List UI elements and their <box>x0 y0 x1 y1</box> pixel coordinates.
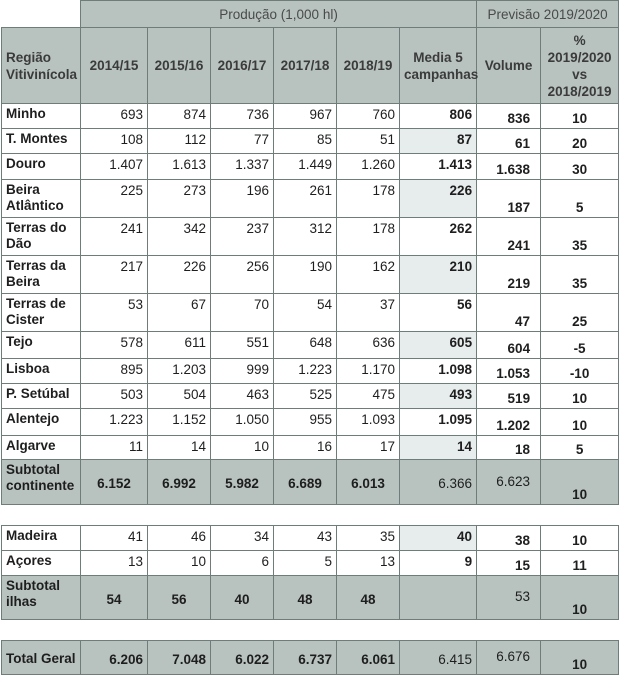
production-value-cell: 85 <box>274 129 337 154</box>
forecast-percent-cell: 10 <box>541 460 619 505</box>
production-value-cell: 196 <box>211 180 274 218</box>
production-value-cell: 1.170 <box>337 359 400 384</box>
forecast-percent-cell: 5 <box>541 180 619 218</box>
production-value-cell: 578 <box>81 332 148 359</box>
average-value-cell: 40 <box>400 526 477 551</box>
region-name-cell: Total Geral <box>2 641 81 675</box>
table-row <box>2 294 619 332</box>
subtotal-ilhas-section <box>2 576 619 620</box>
production-value-cell: 54 <box>274 294 337 332</box>
production-value-cell: 1.613 <box>148 154 211 180</box>
header-columns-row <box>2 28 619 104</box>
production-value-cell: 226 <box>148 256 211 294</box>
forecast-percent-cell: 10 <box>541 641 619 675</box>
production-value-cell: 895 <box>81 359 148 384</box>
forecast-volume-cell: 18 <box>477 436 541 460</box>
production-value-cell: 999 <box>211 359 274 384</box>
production-value-cell: 16 <box>274 436 337 460</box>
production-value-cell: 6.737 <box>274 641 337 675</box>
production-value-cell: 53 <box>81 294 148 332</box>
production-value-cell: 6.061 <box>337 641 400 675</box>
region-name-cell: Tejo <box>2 332 81 359</box>
forecast-percent-cell: 10 <box>541 384 619 409</box>
production-value-cell: 41 <box>81 526 148 551</box>
table-row <box>2 384 619 409</box>
table-row <box>2 154 619 180</box>
corner-cell <box>2 1 81 28</box>
production-value-cell: 112 <box>148 129 211 154</box>
production-value-cell: 967 <box>274 104 337 129</box>
year-header-2: 2015/16 <box>148 28 211 104</box>
production-value-cell: 35 <box>337 526 400 551</box>
production-value-cell: 13 <box>81 551 148 576</box>
production-value-cell: 162 <box>337 256 400 294</box>
production-value-cell: 37 <box>337 294 400 332</box>
production-value-cell: 636 <box>337 332 400 359</box>
production-value-cell: 6.152 <box>81 460 148 505</box>
table-row <box>2 332 619 359</box>
production-value-cell: 7.048 <box>148 641 211 675</box>
production-value-cell: 34 <box>211 526 274 551</box>
production-value-cell: 48 <box>337 576 400 620</box>
year-header-4: 2017/18 <box>274 28 337 104</box>
production-value-cell: 648 <box>274 332 337 359</box>
forecast-volume-cell: 1.638 <box>477 154 541 180</box>
average-value-cell: 6.366 <box>400 460 477 505</box>
forecast-volume-cell: 219 <box>477 256 541 294</box>
production-value-cell: 190 <box>274 256 337 294</box>
production-value-cell: 67 <box>148 294 211 332</box>
production-value-cell: 6.022 <box>211 641 274 675</box>
region-name-cell: Terras da Beira <box>2 256 81 294</box>
production-value-cell: 503 <box>81 384 148 409</box>
region-name-cell: T. Montes <box>2 129 81 154</box>
forecast-percent-cell: 10 <box>541 576 619 620</box>
production-value-cell: 5.982 <box>211 460 274 505</box>
production-value-cell: 256 <box>211 256 274 294</box>
average-value-cell: 605 <box>400 332 477 359</box>
table-row <box>2 551 619 576</box>
average-value-cell: 6.415 <box>400 641 477 675</box>
wine-production-table <box>1 0 619 675</box>
production-value-cell: 6.689 <box>274 460 337 505</box>
volume-column-header: Volume <box>477 28 541 104</box>
region-rows <box>2 104 619 460</box>
production-value-cell: 475 <box>337 384 400 409</box>
production-value-cell: 1.223 <box>81 409 148 436</box>
table-row <box>2 104 619 129</box>
production-value-cell: 5 <box>274 551 337 576</box>
production-value-cell: 40 <box>211 576 274 620</box>
production-value-cell: 14 <box>148 436 211 460</box>
forecast-percent-cell: 11 <box>541 551 619 576</box>
region-name-cell: P. Setúbal <box>2 384 81 409</box>
production-value-cell: 13 <box>337 551 400 576</box>
production-value-cell: 56 <box>148 576 211 620</box>
production-value-cell: 736 <box>211 104 274 129</box>
forecast-volume-cell: 1.202 <box>477 409 541 436</box>
average-value-cell: 9 <box>400 551 477 576</box>
region-name-cell: Minho <box>2 104 81 129</box>
subtotal-row <box>2 576 619 620</box>
forecast-percent-cell: 25 <box>541 294 619 332</box>
region-name-cell: Açores <box>2 551 81 576</box>
spacer-row <box>2 620 619 641</box>
average-value-cell: 14 <box>400 436 477 460</box>
production-value-cell: 955 <box>274 409 337 436</box>
production-value-cell: 10 <box>148 551 211 576</box>
year-header-3: 2016/17 <box>211 28 274 104</box>
forecast-percent-cell: 35 <box>541 218 619 256</box>
year-header-5: 2018/19 <box>337 28 400 104</box>
total-row <box>2 641 619 675</box>
forecast-volume-cell: 61 <box>477 129 541 154</box>
production-value-cell: 1.337 <box>211 154 274 180</box>
region-name-cell: Alentejo <box>2 409 81 436</box>
forecast-percent-cell: 30 <box>541 154 619 180</box>
average-value-cell <box>400 576 477 620</box>
production-value-cell: 70 <box>211 294 274 332</box>
average-value-cell: 1.098 <box>400 359 477 384</box>
forecast-volume-cell: 6.623 <box>477 460 541 505</box>
production-value-cell: 551 <box>211 332 274 359</box>
production-value-cell: 48 <box>274 576 337 620</box>
forecast-volume-cell: 519 <box>477 384 541 409</box>
production-value-cell: 217 <box>81 256 148 294</box>
average-column-header: Media 5 campanhas <box>400 28 477 104</box>
forecast-volume-cell: 604 <box>477 332 541 359</box>
production-value-cell: 77 <box>211 129 274 154</box>
production-value-cell: 1.223 <box>274 359 337 384</box>
subtotal-row <box>2 460 619 505</box>
forecast-volume-cell: 15 <box>477 551 541 576</box>
total-section <box>2 641 619 675</box>
production-value-cell: 463 <box>211 384 274 409</box>
table-row <box>2 218 619 256</box>
forecast-percent-cell: -10 <box>541 359 619 384</box>
average-value-cell: 87 <box>400 129 477 154</box>
average-value-cell: 56 <box>400 294 477 332</box>
production-value-cell: 178 <box>337 180 400 218</box>
region-name-cell: Algarve <box>2 436 81 460</box>
production-value-cell: 261 <box>274 180 337 218</box>
average-value-cell: 226 <box>400 180 477 218</box>
production-value-cell: 1.260 <box>337 154 400 180</box>
table-row <box>2 409 619 436</box>
region-name-cell: Beira Atlântico <box>2 180 81 218</box>
production-value-cell: 43 <box>274 526 337 551</box>
average-value-cell: 493 <box>400 384 477 409</box>
production-value-cell: 225 <box>81 180 148 218</box>
table-row <box>2 526 619 551</box>
year-header-1: 2014/15 <box>81 28 148 104</box>
production-group-header: Produção (1,000 hl) <box>81 1 477 28</box>
production-value-cell: 54 <box>81 576 148 620</box>
forecast-volume-cell: 38 <box>477 526 541 551</box>
forecast-percent-cell: 10 <box>541 409 619 436</box>
forecast-volume-cell: 47 <box>477 294 541 332</box>
region-name-cell: Subtotal continente <box>2 460 81 505</box>
production-value-cell: 178 <box>337 218 400 256</box>
production-value-cell: 1.152 <box>148 409 211 436</box>
production-value-cell: 273 <box>148 180 211 218</box>
spacer-row <box>2 505 619 526</box>
average-value-cell: 262 <box>400 218 477 256</box>
table-row <box>2 256 619 294</box>
table-row <box>2 436 619 460</box>
production-value-cell: 237 <box>211 218 274 256</box>
production-value-cell: 760 <box>337 104 400 129</box>
forecast-percent-cell: 35 <box>541 256 619 294</box>
production-value-cell: 46 <box>148 526 211 551</box>
production-value-cell: 6 <box>211 551 274 576</box>
region-name-cell: Terras de Cister <box>2 294 81 332</box>
production-value-cell: 504 <box>148 384 211 409</box>
region-name-cell: Madeira <box>2 526 81 551</box>
average-value-cell: 210 <box>400 256 477 294</box>
forecast-percent-cell: 10 <box>541 526 619 551</box>
table-row <box>2 359 619 384</box>
production-value-cell: 241 <box>81 218 148 256</box>
table-row <box>2 129 619 154</box>
forecast-volume-cell: 1.053 <box>477 359 541 384</box>
production-value-cell: 874 <box>148 104 211 129</box>
header-group-row <box>2 1 619 28</box>
production-value-cell: 1.093 <box>337 409 400 436</box>
forecast-volume-cell: 53 <box>477 576 541 620</box>
average-value-cell: 806 <box>400 104 477 129</box>
production-value-cell: 1.050 <box>211 409 274 436</box>
production-value-cell: 51 <box>337 129 400 154</box>
production-value-cell: 611 <box>148 332 211 359</box>
subtotal-continente-section <box>2 460 619 505</box>
production-value-cell: 17 <box>337 436 400 460</box>
production-value-cell: 10 <box>211 436 274 460</box>
percent-change-column-header: % 2019/2020 vs 2018/2019 <box>541 28 619 104</box>
production-value-cell: 312 <box>274 218 337 256</box>
forecast-percent-cell: 5 <box>541 436 619 460</box>
production-value-cell: 6.206 <box>81 641 148 675</box>
forecast-percent-cell: 20 <box>541 129 619 154</box>
forecast-percent-cell: 10 <box>541 104 619 129</box>
average-value-cell: 1.413 <box>400 154 477 180</box>
forecast-volume-cell: 6.676 <box>477 641 541 675</box>
region-name-cell: Terras do Dão <box>2 218 81 256</box>
production-value-cell: 1.449 <box>274 154 337 180</box>
forecast-volume-cell: 241 <box>477 218 541 256</box>
region-column-header: Região Vitivinícola <box>2 28 81 104</box>
production-value-cell: 1.203 <box>148 359 211 384</box>
forecast-volume-cell: 836 <box>477 104 541 129</box>
region-name-cell: Lisboa <box>2 359 81 384</box>
production-value-cell: 1.407 <box>81 154 148 180</box>
production-value-cell: 693 <box>81 104 148 129</box>
production-value-cell: 11 <box>81 436 148 460</box>
region-name-cell: Subtotal ilhas <box>2 576 81 620</box>
forecast-volume-cell: 187 <box>477 180 541 218</box>
production-value-cell: 6.013 <box>337 460 400 505</box>
average-value-cell: 1.095 <box>400 409 477 436</box>
forecast-group-header: Previsão 2019/2020 <box>477 1 619 28</box>
production-value-cell: 525 <box>274 384 337 409</box>
production-value-cell: 6.992 <box>148 460 211 505</box>
island-rows <box>2 526 619 576</box>
region-name-cell: Douro <box>2 154 81 180</box>
production-value-cell: 108 <box>81 129 148 154</box>
production-value-cell: 342 <box>148 218 211 256</box>
table-row <box>2 180 619 218</box>
forecast-percent-cell: -5 <box>541 332 619 359</box>
